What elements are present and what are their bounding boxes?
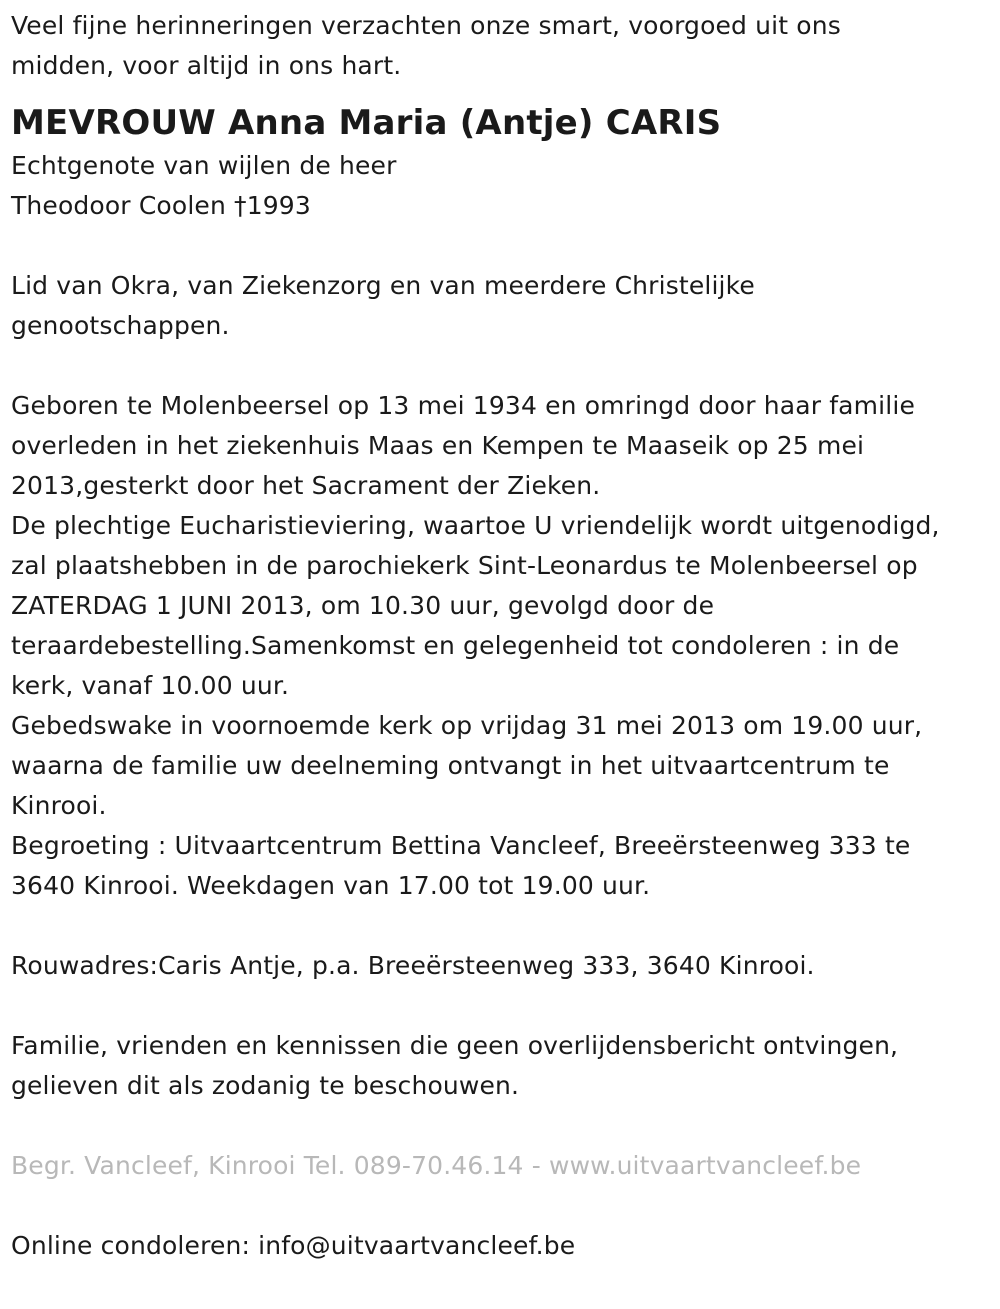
membership-line: Lid van Okra, van Ziekenzorg en van meerdere Christelijke (11, 271, 755, 300)
announcement-line: Gebedswake in voornoemde kerk op vrijdag 31 mei 2013 om 19.00 uur, (11, 711, 923, 740)
spouse-info (11, 146, 991, 226)
announcement-line: 3640 Kinrooi. Weekdagen van 17.00 tot 19.00 uur. (11, 871, 651, 900)
notice-line: Familie, vrienden en kennissen die geen overlijdensbericht ontvingen, (11, 1031, 899, 1060)
announcement-paragraph (11, 386, 991, 906)
announcement-line: waarna de familie uw deelneming ontvangt in het uitvaartcentrum te (11, 751, 890, 780)
announcement-line: zal plaatshebben in de parochiekerk Sint-Leonardus te Molenbeersel op (11, 551, 918, 580)
announcement-line: De plechtige Eucharistieviering, waartoe U vriendelijk wordt uitgenodigd, (11, 511, 940, 540)
intro-line: Veel fijne herinneringen verzachten onze smart, voorgoed uit ons (11, 11, 841, 40)
online-condolences: Online condoleren: info@uitvaartvancleef.be (11, 1231, 576, 1260)
announcement-line: ZATERDAG 1 JUNI 2013, om 10.30 uur, gevolgd door de (11, 591, 715, 620)
announcement-line: Kinrooi. (11, 791, 107, 820)
announcement-line: kerk, vanaf 10.00 uur. (11, 671, 290, 700)
intro-verse (11, 6, 991, 86)
obituary-document (11, 6, 991, 1266)
intro-line: midden, voor altijd in ons hart. (11, 51, 402, 80)
announcement-line: overleden in het ziekenhuis Maas en Kempen te Maaseik op 25 mei (11, 431, 865, 460)
spouse-line: Echtgenote van wijlen de heer (11, 151, 397, 180)
spacer (11, 1106, 991, 1146)
spacer (11, 226, 991, 266)
undertaker-info: Begr. Vancleef, Kinrooi Tel. 089-70.46.14 - www.uitvaartvancleef.be (11, 1151, 862, 1180)
announcement-line: 2013,gesterkt door het Sacrament der Zieken. (11, 471, 601, 500)
spacer (11, 346, 991, 386)
announcement-line: Begroeting : Uitvaartcentrum Bettina Vancleef, Breeërsteenweg 333 te (11, 831, 911, 860)
notice-paragraph (11, 1026, 991, 1106)
membership-line: genootschappen. (11, 311, 230, 340)
spacer (11, 986, 991, 1026)
mourning-address: Rouwadres:Caris Antje, p.a. Breeërsteenweg 333, 3640 Kinrooi. (11, 951, 815, 980)
announcement-line: Geboren te Molenbeersel op 13 mei 1934 en omringd door haar familie (11, 391, 915, 420)
membership-paragraph (11, 266, 991, 346)
spacer (11, 1186, 991, 1226)
spacer (11, 906, 991, 946)
spouse-line: Theodoor Coolen †1993 (11, 191, 311, 220)
announcement-line: teraardebestelling.Samenkomst en gelegenheid tot condoleren : in de (11, 631, 900, 660)
deceased-name: MEVROUW Anna Maria (Antje) CARIS (11, 103, 722, 143)
notice-line: gelieven dit als zodanig te beschouwen. (11, 1071, 520, 1100)
